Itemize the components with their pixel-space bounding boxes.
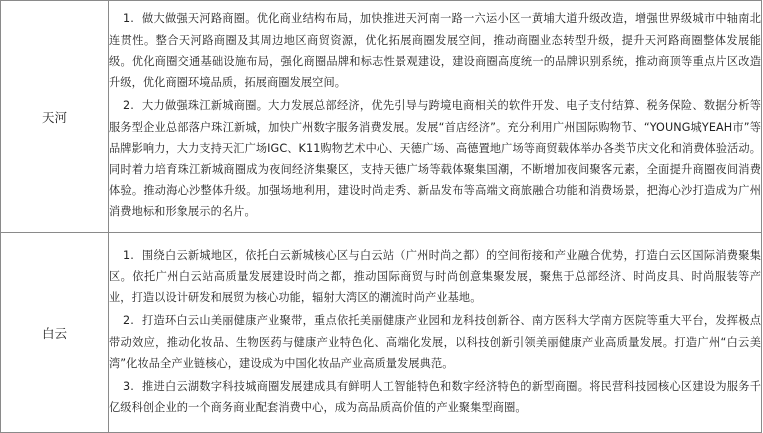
table-row <box>1 1 762 233</box>
region-name: 天河 <box>41 109 67 125</box>
item-text: 围绕白云新城地区，依托白云新城核心区与白云站（广州时尚之都）的空间衔接和产业融合优势，打造白云区国际消费聚集区。依托广州白云站高质量发展建设时尚之都，推动国际商贸与时尚创意集聚发展，聚焦于总部经济、时尚皮具、时尚服装等产业，打造以设计研发和展贸为核心功能，辐射大湾区的潮流时尚产业基地。 <box>109 248 761 305</box>
item-text: 做大做强天河路商圈。优化商业结构布局，加快推进天河南一路一六运小区一黄埔大道升级改造，增强世界级城市中轴南北连贯性。整合天河路商圈及其周边地区商贸资源，优化拓展商圈发展空间，推动商圈业态转型升级，提升天河路商圈整体发展能级。优化商圈交通基础设施布局，强化商圈品牌和标志性景观建设，建设商圈高度统一的品牌识别系统，推动商顶等重点片区改造升级，优化商圈环境品质，拓展商圈发展空间。 <box>109 12 761 90</box>
list-item <box>109 376 761 418</box>
item-number: 1. <box>123 12 134 26</box>
item-number: 1. <box>123 248 134 262</box>
item-text: 大力做强珠江新城商圈。大力发展总部经济，优先引导与跨境电商相关的软件开发、电子支付结算、税务保险、数据分析等服务型企业总部落户珠江新城，加快广州数字服务消费发展。发展“首店经济”。充分利用广州国际购物节、“YOUNG城YEAH市”等品牌影响力，大力支持天汇广场IGC、K11购物艺术中心、天德广场、高德置地广场等商贸载体举办各类节庆文化和消费体验活动。同时着力培育珠江新城商圈成为夜间经济集聚区，支持天德广场等载体聚集国潮，不断增加夜间聚客元素，全面提升商圈夜间消费体验。推动海心沙整体升级。加强场地利用，建设时尚走秀、新品发布等高端文商旅融合功能和消费场景，把海心沙打造成为广州消费地标和形象展示的名片。 <box>109 99 761 219</box>
item-number: 2. <box>123 99 134 113</box>
list-item <box>109 245 761 309</box>
region-name: 白云 <box>41 325 67 341</box>
content-cell <box>109 1 762 233</box>
list-item <box>109 95 761 222</box>
table-row <box>1 233 762 433</box>
list-item <box>109 310 761 374</box>
item-number: 2. <box>123 314 134 328</box>
item-number: 3. <box>123 379 134 393</box>
item-text: 推进白云湖数字科技城商圈发展建成具有鲜明人工智能特色和数字经济特色的新型商圈。将民营科技园核心区建设为服务千亿级科创企业的一个商务商业配套消费中心，成为高品质高价值的产业聚集型商圈。 <box>109 379 761 415</box>
content-cell <box>109 233 762 433</box>
region-cell <box>1 1 109 233</box>
list-item <box>109 8 761 93</box>
region-cell <box>1 233 109 433</box>
item-text: 打造环白云山美丽健康产业聚带，重点依托美丽健康产业园和龙科技创新谷、南方医科大学南方医院等重大平台，发挥极点带动效应，推动化妆品、生物医药与健康产业特色化、高端化发展，以科技创新引领美丽健康产业高质量发展。打造广州“白云美湾”化妆品全产业链核心，建设成为中国化妆品产业高质量发展典范。 <box>109 314 761 370</box>
